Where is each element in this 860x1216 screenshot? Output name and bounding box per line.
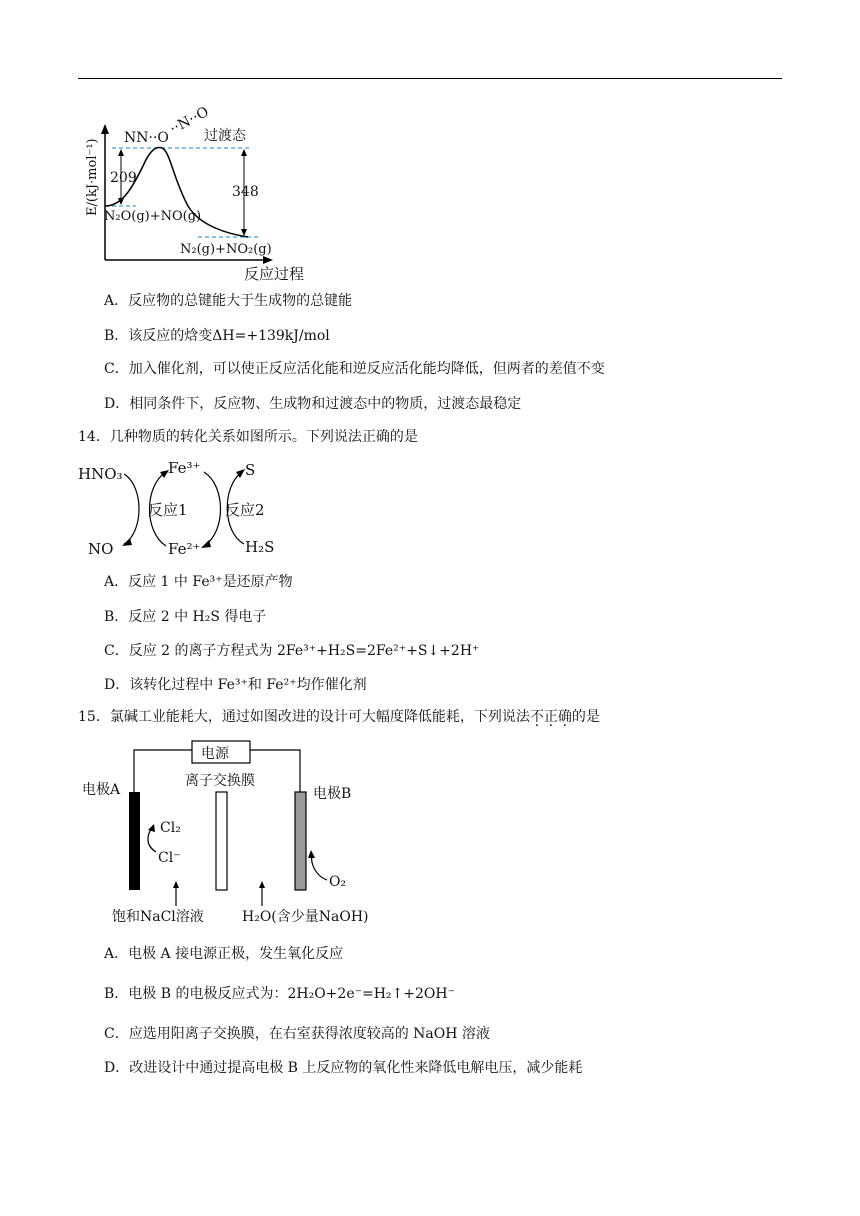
o2-label: O₂ — [329, 874, 347, 890]
reaction2-label: 反应2 — [225, 501, 265, 519]
q14-option-c: C．反应 2 的离子方程式为 2Fe³⁺+H₂S=2Fe²⁺+S↓+2H⁺ — [104, 643, 480, 659]
q15-option-b: B．电极 B 的电极反应式为：2H₂O+2e⁻=H₂↑+2OH⁻ — [104, 986, 455, 1002]
wire-right — [250, 750, 300, 792]
membrane-label: 离子交换膜 — [185, 773, 255, 789]
value-348: 348 — [232, 184, 259, 200]
transition-structure-label-a: NN··O — [124, 130, 169, 146]
electrode-b — [295, 792, 306, 890]
fe2-label: Fe²⁺ — [168, 540, 201, 558]
y-axis-label: E/(kJ·mol⁻¹) — [85, 138, 100, 216]
q13-option-a: A．反应物的总键能大于生成物的总键能 — [104, 293, 353, 309]
x-axis-arrow — [263, 256, 273, 264]
hno3-label: HNO₃ — [78, 465, 123, 483]
q15-stem-emphasis-3: 确 — [557, 709, 572, 725]
right-solution-label: H₂O(含少量NaOH) — [242, 909, 369, 925]
arc-hno3-to-no — [124, 474, 139, 544]
q15-stem-part-b: 的是 — [571, 709, 600, 725]
s-label: S — [245, 461, 256, 479]
header-rule — [78, 78, 782, 79]
conversion-cycle-diagram — [78, 456, 288, 564]
transition-structure-label-b: ··N··O — [167, 103, 212, 138]
q15-stem — [78, 708, 600, 726]
q13-option-b: B．该反应的焓变ΔH=+139kJ/mol — [104, 328, 330, 344]
cl2-label: Cl₂ — [160, 820, 181, 836]
q14-option-d: D．该转化过程中 Fe³⁺和 Fe²⁺均作催化剂 — [104, 677, 367, 693]
reaction1-label: 反应1 — [148, 501, 188, 519]
left-solution-label: 饱和NaCl溶液 — [112, 909, 204, 925]
no-label: NO — [88, 540, 114, 558]
q15-option-c: C．应选用阳离子交换膜，在右室获得浓度较高的 NaOH 溶液 — [104, 1026, 490, 1042]
q13-option-d: D．相同条件下，反应物、生成物和过渡态中的物质，过渡态最稳定 — [104, 396, 522, 412]
q14-stem: 14．几种物质的转化关系如图所示。下列说法正确的是 — [78, 429, 418, 445]
h2s-label: H₂S — [245, 538, 275, 556]
q13-option-c: C．加入催化剂，可以使正反应活化能和逆反应活化能均降低，但两者的差值不变 — [104, 361, 605, 377]
ion-exchange-membrane — [216, 792, 227, 890]
transition-state-label: 过渡态 — [204, 128, 246, 144]
wire-left — [134, 750, 192, 792]
products-label: N₂(g)+NO₂(g) — [180, 242, 272, 257]
electrode-a — [129, 792, 140, 890]
y-axis-arrow — [101, 124, 109, 134]
q15-stem-emphasis-2: 正 — [543, 709, 558, 725]
q15-stem-emphasis-1: 不 — [529, 709, 544, 725]
arc-fe3-to-fe2 — [204, 472, 221, 546]
energy-diagram — [78, 98, 338, 284]
cl-minus-label: Cl⁻ — [158, 850, 181, 866]
electrolysis-diagram — [82, 740, 382, 932]
q15-option-a: A．电极 A 接电源正极，发生氧化反应 — [104, 946, 344, 962]
power-source-label: 电源 — [201, 746, 229, 762]
reactants-label: N₂O(g)+NO(g) — [104, 209, 202, 224]
q14-option-b: B．反应 2 中 H₂S 得电子 — [104, 609, 267, 625]
q14-option-a: A．反应 1 中 Fe³⁺是还原产物 — [104, 574, 293, 590]
electrode-b-label: 电极B — [313, 786, 352, 802]
q15-option-d: D．改进设计中通过提高电极 B 上反应物的氧化性来降低电解电压，减少能耗 — [104, 1060, 583, 1076]
value-209: 209 — [110, 170, 137, 186]
fe3-label: Fe³⁺ — [168, 459, 201, 477]
electrode-a-label: 电极A — [82, 782, 121, 798]
q15-stem-part-a: 15．氯碱工业能耗大，通过如图改进的设计可大幅度降低能耗，下列说法 — [78, 709, 530, 725]
x-axis-label: 反应过程 — [244, 265, 305, 283]
